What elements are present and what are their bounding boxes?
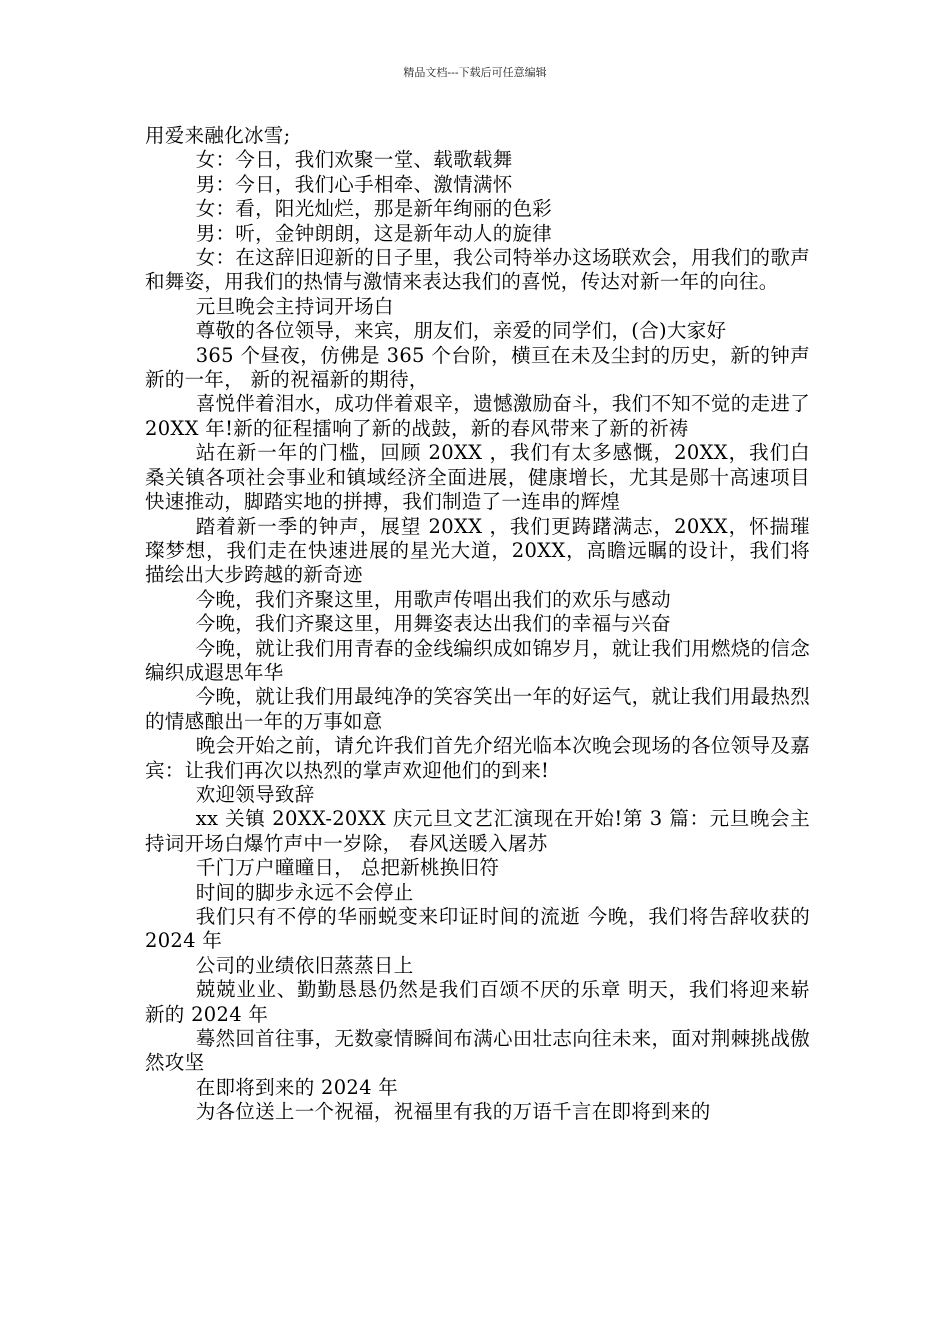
paragraph: 晚会开始之前，请允许我们首先介绍光临本次晚会现场的各位领导及嘉宾：让我们再次以热烈的掌声欢迎他们的到来! (145, 734, 810, 782)
page-header: 精品文档---下载后可任意编辑 (403, 66, 547, 79)
paragraph: 女：在这辞旧迎新的日子里，我公司特举办这场联欢会，用我们的歌声和舞姿，用我们的热情与激情来表达我们的喜悦，传达对新一年的向往。 (145, 246, 810, 294)
paragraph: 时间的脚步永远不会停止 (195, 880, 414, 904)
paragraph: 男：听，金钟朗朗，这是新年动人的旋律 (195, 221, 553, 245)
paragraph: 今晚，就让我们用最纯净的笑容笑出一年的好运气，就让我们用最热烈的情感酿出一年的万事如意 (145, 685, 810, 733)
paragraph: 尊敬的各位领导，来宾，朋友们，亲爱的同学们，(合)大家好 (195, 319, 727, 343)
paragraph: 为各位送上一个祝福，祝福里有我的万语千言在即将到来的 (195, 1100, 711, 1124)
paragraph: 欢迎领导致辞 (195, 782, 315, 806)
paragraph: xx 关镇 20XX-20XX 庆元旦文艺汇演现在开始!第 3 篇：元旦晚会主持词开场白爆竹声中一岁除， 春风送暖入屠苏 (145, 807, 810, 855)
document-body (145, 124, 810, 1125)
paragraph: 男：今日，我们心手相牵、激情满怀 (195, 172, 513, 196)
paragraph: 今晚，就让我们用青春的金线编织成如锦岁月，就让我们用燃烧的信念编织成遐思年华 (145, 636, 810, 684)
paragraph: 我们只有不停的华丽蜕变来印证时间的流逝 今晚，我们将告辞收获的 2024 年 (145, 905, 810, 953)
paragraph: 365 个昼夜，仿佛是 365 个台阶，横亘在未及尘封的历史，新的钟声新的一年， 新的祝福新的期待， (145, 343, 810, 392)
paragraph: 今晚，我们齐聚这里，用歌声传唱出我们的欢乐与感动 (195, 587, 671, 611)
paragraph: 蓦然回首往事，无数豪情瞬间布满心田壮志向往未来，面对荆棘挑战傲然攻坚 (145, 1027, 810, 1075)
section-heading: 元旦晚会主持词开场白 (195, 294, 394, 318)
paragraph: 女：今日，我们欢聚一堂、载歌载舞 (195, 148, 513, 172)
paragraph: 千门万户曈曈日， 总把新桃换旧符 (195, 856, 500, 880)
paragraph: 兢兢业业、勤勤恳恳仍然是我们百颂不厌的乐章 明天，我们将迎来崭新的 2024 年 (145, 978, 810, 1026)
paragraph: 今晚，我们齐聚这里，用舞姿表达出我们的幸福与兴奋 (195, 612, 671, 636)
paragraph: 女：看，阳光灿烂，那是新年绚丽的色彩 (195, 197, 553, 221)
paragraph: 用爱来融化冰雪; (145, 124, 291, 147)
paragraph: 喜悦伴着泪水，成功伴着艰辛，遗憾激励奋斗，我们不知不觉的走进了 20XX 年!新的征程擂响了新的战鼓，新的春风带来了新的祈祷 (145, 392, 810, 440)
paragraph: 站在新一年的门槛，回顾 20XX ，我们有太多感慨，20XX，我们白桑关镇各项社会事业和镇域经济全面进展，健康增长，尤其是郧十高速项目快速推动，脚踏实地的拼搏，我们制造了一连串的辉煌 (145, 441, 810, 514)
paragraph: 公司的业绩依旧蒸蒸日上 (195, 953, 414, 977)
paragraph: 踏着新一季的钟声，展望 20XX ，我们更踌躇满志，20XX，怀揣璀璨梦想，我们走在快速进展的星光大道，20XX，高瞻远瞩的设计，我们将描绘出大步跨越的新奇迹 (145, 514, 810, 587)
paragraph: 在即将到来的 2024 年 (195, 1075, 399, 1099)
